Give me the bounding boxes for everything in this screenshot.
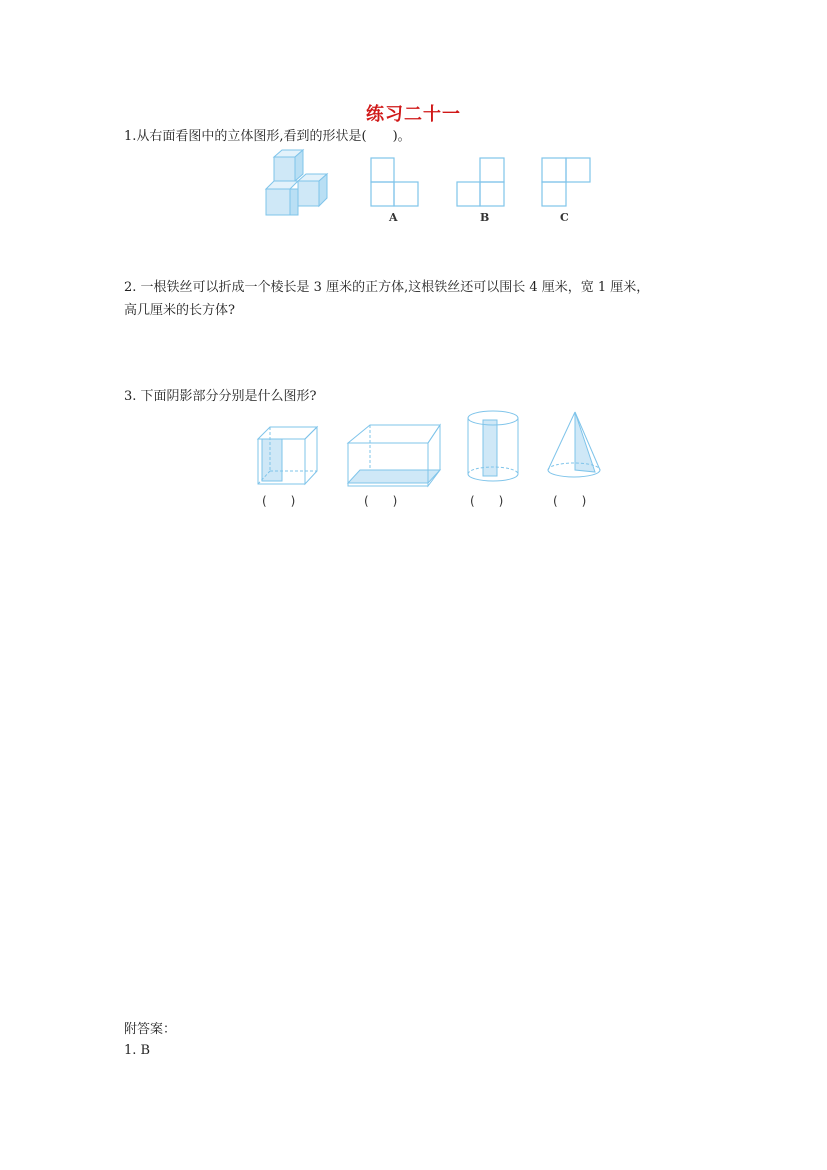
question-1-text: 1.从右面看图中的立体图形,看到的形状是( )。 [124, 129, 411, 144]
q1-option-b-label: B [480, 211, 490, 224]
q1-option-c-view [542, 158, 590, 206]
q1-option-c-label: C [560, 211, 569, 224]
answer-1: 1. B [124, 1043, 151, 1058]
question-2-line-1: 2. 一根铁丝可以折成一个棱长是 3 厘米的正方体,这根铁丝还可以围长 4 厘米，宽 1 厘米， [124, 280, 650, 295]
q1-option-b-view [457, 158, 504, 206]
q3-blank-1: ( ) [262, 494, 296, 508]
q3-blank-2: ( ) [364, 494, 398, 508]
answers-heading: 附答案： [124, 1022, 177, 1037]
q3-cone-figure [548, 412, 600, 477]
question-2-line-2: 高几厘米的长方体? [124, 303, 235, 318]
q1-cube-figure [266, 150, 327, 215]
q3-blank-3: ( ) [470, 494, 504, 508]
question-3-text: 3. 下面阴影部分分别是什么图形? [124, 389, 317, 404]
q1-option-a-view [371, 158, 418, 206]
q3-cube-figure [258, 427, 317, 484]
q1-option-a-label: A [389, 211, 398, 224]
page-title: 练习二十一 [366, 104, 461, 125]
q3-cuboid-figure [348, 425, 440, 486]
q3-cylinder-figure [468, 411, 518, 481]
q3-blank-4: ( ) [553, 494, 587, 508]
